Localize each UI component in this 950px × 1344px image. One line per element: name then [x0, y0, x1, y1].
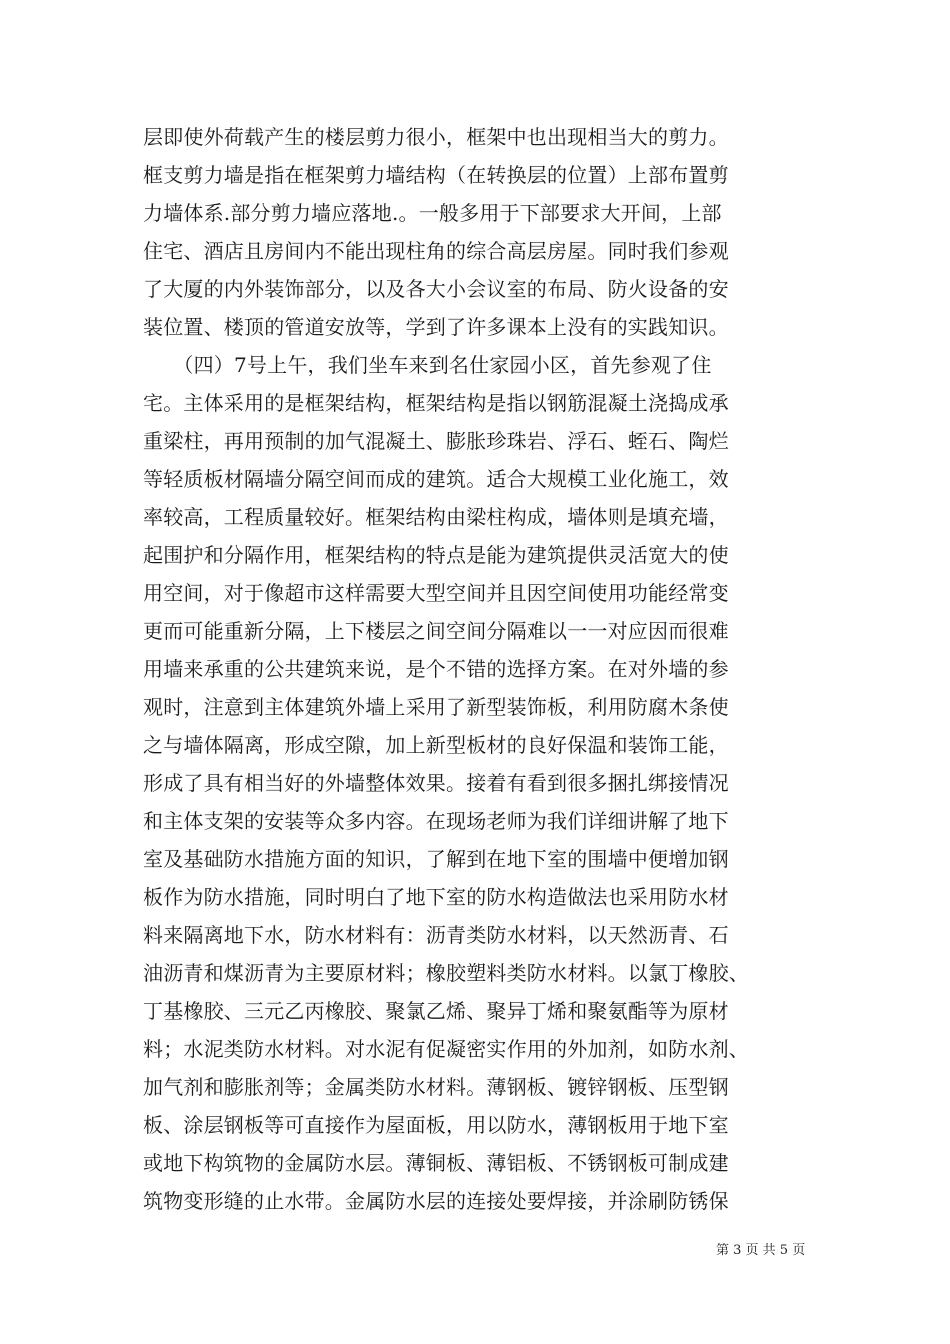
text-line: 之与墙体隔离，形成空隙，加上新型板材的良好保温和装饰工能，	[143, 733, 729, 757]
text-line: 板作为防水措施，同时明白了地下室的防水构造做法也采用防水材	[143, 885, 729, 909]
text-line: 住宅、酒店且房间内不能出现柱角的综合高层房屋。同时我们参观	[143, 239, 729, 263]
text-line: 筑物变形缝的止水带。金属防水层的连接处要焊接，并涂刷防锈保	[143, 1189, 729, 1213]
text-line: 板、涂层钢板等可直接作为屋面板，用以防水，薄钢板用于地下室	[143, 1113, 729, 1137]
text-line: 丁基橡胶、三元乙丙橡胶、聚氯乙烯、聚异丁烯和聚氨酯等为原材	[143, 999, 729, 1023]
text-line: 重梁柱，再用预制的加气混凝土、膨胀珍珠岩、浮石、蛭石、陶烂	[143, 429, 729, 453]
text-line: 料；水泥类防水材料。对水泥有促凝密实作用的外加剂，如防水剂、	[143, 1037, 749, 1061]
text-line: 层即使外荷载产生的楼层剪力很小，框架中也出现相当大的剪力。	[143, 125, 729, 149]
text-line: 框支剪力墙是指在框架剪力墙结构（在转换层的位置）上部布置剪	[143, 163, 729, 187]
text-line: 装位置、楼顶的管道安放等，学到了许多课本上没有的实践知识。	[143, 315, 729, 339]
text-line: （四）7号上午，我们坐车来到名仕家园小区，首先参观了住	[143, 353, 712, 377]
text-line: 室及基础防水措施方面的知识，了解到在地下室的围墙中便增加钢	[143, 847, 729, 871]
text-line: 加气剂和膨胀剂等；金属类防水材料。薄钢板、镀锌钢板、压型钢	[143, 1075, 729, 1099]
page-number: 第 3 页 共 5 页	[716, 1243, 806, 1258]
text-line: 用墙来承重的公共建筑来说，是个不错的选择方案。在对外墙的参	[143, 657, 729, 681]
text-line: 起围护和分隔作用，框架结构的特点是能为建筑提供灵活宽大的使	[143, 543, 729, 567]
text-line: 料来隔离地下水，防水材料有：沥青类防水材料，以天然沥青、石	[143, 923, 729, 947]
text-line: 更而可能重新分隔，上下楼层之间空间分隔难以一一对应因而很难	[143, 619, 729, 643]
text-line: 油沥青和煤沥青为主要原材料；橡胶塑料类防水材料。以氯丁橡胶、	[143, 961, 749, 985]
text-line: 或地下构筑物的金属防水层。薄铜板、薄铝板、不锈钢板可制成建	[143, 1151, 729, 1175]
text-line: 用空间，对于像超市这样需要大型空间并且因空间使用功能经常变	[143, 581, 729, 605]
text-line: 力墙体系.部分剪力墙应落地.。一般多用于下部要求大开间，上部	[143, 201, 722, 225]
text-line: 等轻质板材隔墙分隔空间而成的建筑。适合大规模工业化施工，效	[143, 467, 729, 491]
text-line: 和主体支架的安装等众多内容。在现场老师为我们详细讲解了地下	[143, 809, 729, 833]
text-line: 宅。主体采用的是框架结构，框架结构是指以钢筋混凝土浇捣成承	[143, 391, 729, 415]
text-line: 形成了具有相当好的外墙整体效果。接着有看到很多捆扎绑接情况	[143, 771, 729, 795]
text-line: 观时，注意到主体建筑外墙上采用了新型装饰板，利用防腐木条使	[143, 695, 729, 719]
text-line: 率较高，工程质量较好。框架结构由梁柱构成，墙体则是填充墙，	[143, 505, 729, 529]
body-text	[143, 118, 813, 1220]
text-line: 了大厦的内外装饰部分，以及各大小会议室的布局、防火设备的安	[143, 277, 729, 301]
